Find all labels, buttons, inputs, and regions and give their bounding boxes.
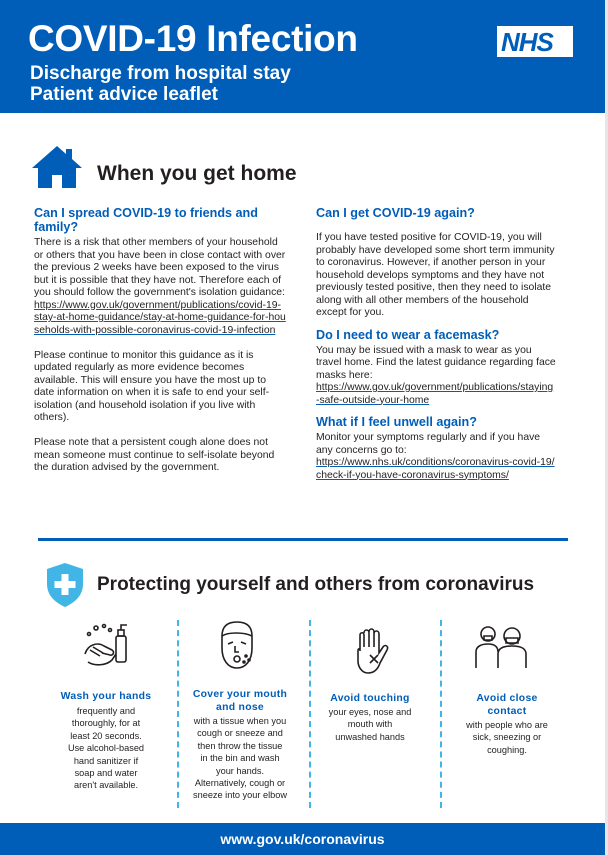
tip-separator (440, 620, 442, 808)
nhs-logo: NHS (497, 26, 573, 57)
paragraph-immunity: If you have tested positive for COVID-19, you will probably have developed some short term immunity to coronavirus. However, if another person in your household develops symptoms and they have not previously tested positive, then they need to isolate along with all other members of the household except for you. (316, 232, 555, 318)
footer-bar (0, 823, 605, 855)
isolation-guidance-link[interactable]: https://www.gov.uk/government/publications/covid-19-stay-at-home-guidance/stay-at-home-guidance-for-households-with-possible-coronavirus-covid-19-infection (34, 299, 286, 336)
sneezing-face-icon (214, 620, 260, 674)
question-facemask: Do I need to wear a facemask? (316, 327, 500, 342)
no-touch-hand-icon (352, 625, 392, 677)
paragraph-cough: Please note that a persistent cough alone does not mean someone must continue to self-isolate beyond the duration advised by the government. (34, 437, 275, 473)
section-title-protect: Protecting yourself and others from coronavirus (97, 574, 535, 595)
leaflet-subtitle-2: Patient advice leaflet (30, 84, 218, 105)
right-column (316, 206, 556, 482)
tip-avoid-contact: Avoid close contact with people who are sick, sneezing or coughing. (466, 693, 548, 755)
facemask-guidance-link[interactable]: https://www.gov.uk/government/publications/staying-safe-outside-your-home (316, 382, 554, 406)
paragraph-unwell: Monitor your symptoms regularly and if you have any concerns go to: (316, 432, 541, 456)
tip-separator (309, 620, 311, 808)
paragraph-monitor: Please continue to monitor this guidance as it is updated regularly as more evidence becomes available. This will ensure you have the most up to date information on when it is safe to end your self-isolation (and household isolation if you live with others). (34, 349, 270, 423)
tip-wash-hands: Wash your hands frequently and thoroughly, for at least 20 seconds. Use alcohol-based hand sanitizer if soap and water aren't available. (60, 691, 152, 791)
paragraph-facemask: You may be issued with a mask to wear as you travel home. Find the latest guidance regarding face masks here: (316, 344, 556, 381)
question-again: Can I get COVID-19 again? (316, 206, 475, 220)
footer-url: www.gov.uk/coronavirus (220, 831, 385, 847)
tip-cover-mouth: Cover your mouth and nose with a tissue when you cough or sneeze and then throw the tissue in the bin and wash your hands. Alternatively, cough or sneeze into your elbow (192, 689, 288, 801)
leaflet-subtitle: Discharge from hospital stay (30, 63, 291, 84)
section-divider (38, 538, 568, 541)
leaflet-title: COVID-19 Infection (28, 18, 358, 59)
left-column (34, 206, 286, 487)
header-banner (0, 0, 605, 113)
hand-washing-icon (80, 620, 132, 672)
masked-people-icon (474, 622, 530, 670)
symptoms-check-link[interactable]: https://www.nhs.uk/conditions/coronavirus-covid-19/check-if-you-have-coronavirus-symptoms/ (316, 457, 555, 481)
tip-separator (177, 620, 179, 808)
question-spread: Can I spread COVID-19 to friends and family? (34, 206, 258, 234)
section-title-home: When you get home (97, 162, 297, 185)
house-icon (30, 144, 84, 190)
paragraph-isolation: There is a risk that other members of your household or others that you have been in close contact with over the previous 2 weeks have been exposed to the virus but it is possible that they have not. Therefore each of you should follow the government's isolation guidance: (34, 237, 286, 298)
shield-cross-icon (45, 562, 85, 608)
question-unwell: What if I feel unwell again? (316, 415, 477, 429)
tip-avoid-touching: Avoid touching your eyes, nose and mouth with unwashed hands (328, 693, 412, 742)
